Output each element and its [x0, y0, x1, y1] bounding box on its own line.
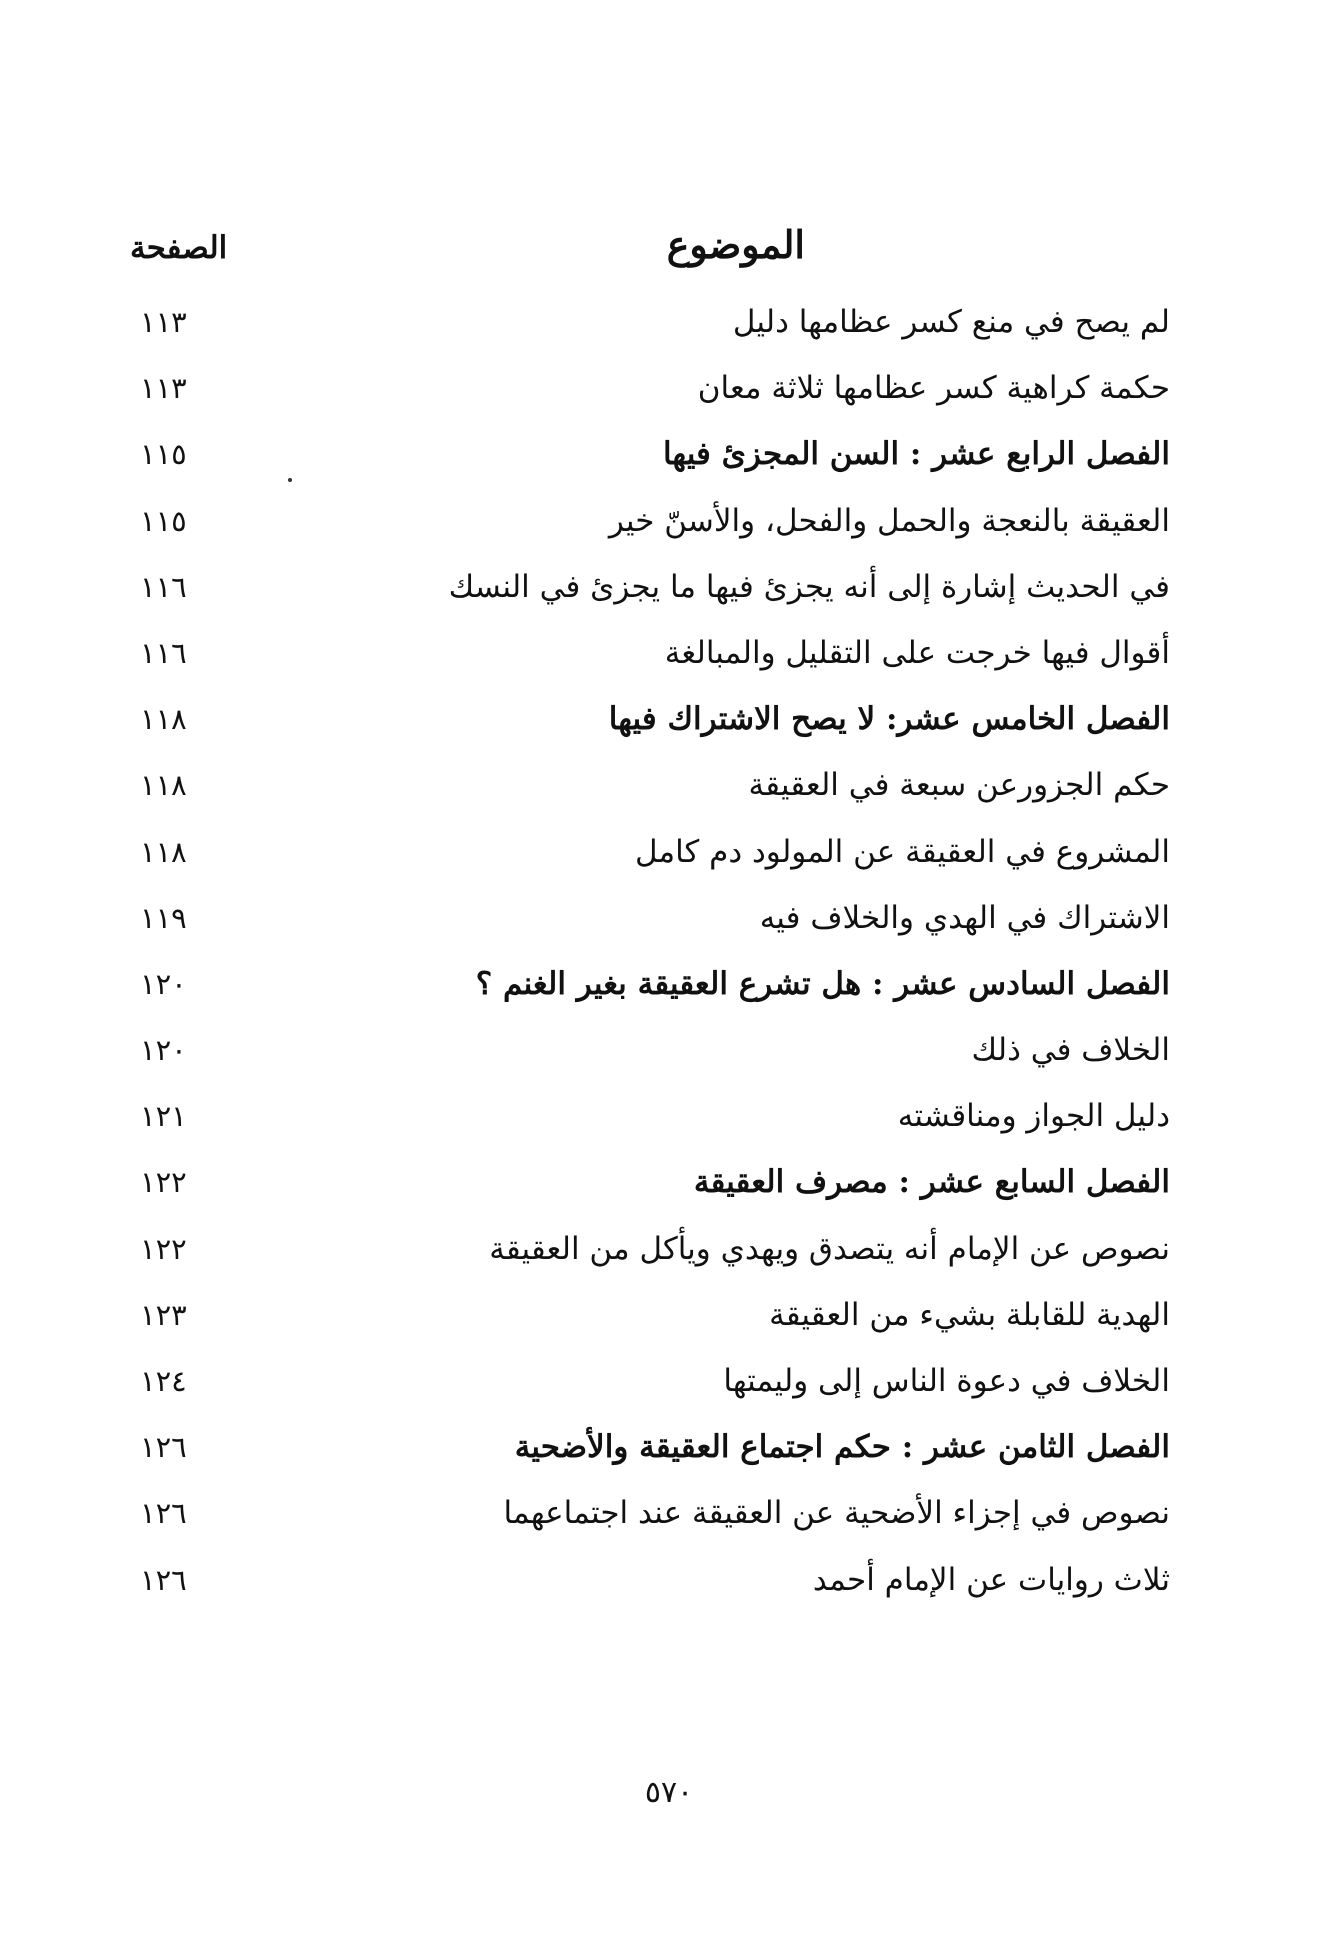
toc-row — [130, 1483, 1170, 1549]
toc-row — [130, 755, 1170, 821]
toc-row — [130, 1550, 1170, 1616]
ink-speck — [288, 478, 292, 482]
entry-page-number: ١١٥ — [140, 503, 187, 538]
entry-page-number: ١١٣ — [140, 305, 187, 339]
topic-column-heading: الموضوع — [666, 222, 805, 267]
toc-row — [130, 623, 1170, 689]
chapter-title: الفصل السادس عشر : هل تشرع العقيقة بغير الغنم ؟ — [475, 965, 1170, 1002]
entry-page-number: ١٢٣ — [140, 1297, 187, 1332]
toc-row — [130, 1020, 1170, 1086]
entry-page-number: ١١٨ — [140, 768, 187, 803]
entry-title: الاشتراك في الهدي والخلاف فيه — [759, 899, 1170, 936]
entry-page-number: ١١٩ — [140, 900, 187, 935]
entry-page-number: ١١٥ — [140, 437, 187, 472]
toc-chapter-row — [130, 954, 1170, 1020]
entry-title: المشروع في العقيقة عن المولود دم كامل — [635, 833, 1170, 870]
toc-row — [130, 1351, 1170, 1417]
chapter-title: الفصل الثامن عشر : حكم اجتماع العقيقة والأضحية — [514, 1429, 1170, 1466]
table-of-contents — [130, 292, 1170, 1616]
entry-page-number: ١١٦ — [140, 569, 187, 604]
entry-title: العقيقة بالنعجة والحمل والفحل، والأسنّ خير — [608, 502, 1170, 539]
toc-chapter-row — [130, 424, 1170, 490]
entry-title: ثلاث روايات عن الإمام أحمد — [812, 1561, 1170, 1598]
entry-title: نصوص عن الإمام أنه يتصدق ويهدي ويأكل من العقيقة — [489, 1230, 1170, 1267]
chapter-title: الفصل الرابع عشر : السن المجزئ فيها — [662, 436, 1170, 473]
entry-page-number: ١١٨ — [140, 834, 187, 869]
entry-page-number: ١٢٦ — [140, 1496, 187, 1531]
chapter-title: الفصل السابع عشر : مصرف العقيقة — [693, 1164, 1170, 1201]
entry-page-number: ١٢٠ — [140, 966, 187, 1001]
toc-row — [130, 491, 1170, 557]
entry-title: في الحديث إشارة إلى أنه يجزئ فيها ما يجزئ في النسك — [448, 568, 1170, 605]
entry-page-number: ١١٣ — [140, 371, 187, 406]
entry-page-number: ١٢٦ — [140, 1430, 187, 1465]
toc-row — [130, 1219, 1170, 1285]
toc-row — [130, 358, 1170, 424]
entry-title: حكم الجزورعن سبعة في العقيقة — [748, 767, 1170, 804]
entry-page-number: ١٢٦ — [140, 1562, 187, 1597]
entry-title: الخلاف في ذلك — [971, 1032, 1170, 1069]
entry-page-number: ١١٦ — [140, 635, 187, 670]
toc-row — [130, 822, 1170, 888]
toc-header — [130, 222, 1170, 282]
chapter-title: الفصل الخامس عشر: لا يصح الاشتراك فيها — [608, 701, 1170, 738]
toc-chapter-row — [130, 1417, 1170, 1483]
entry-page-number: ١٢٢ — [140, 1165, 187, 1200]
toc-row — [130, 1086, 1170, 1152]
toc-row — [130, 888, 1170, 954]
toc-row — [130, 1285, 1170, 1351]
toc-chapter-row — [130, 689, 1170, 755]
entry-page-number: ١٢٠ — [140, 1033, 187, 1068]
toc-row — [130, 557, 1170, 623]
entry-page-number: ١٢٤ — [140, 1364, 187, 1398]
entry-page-number: ١٢١ — [140, 1099, 187, 1134]
entry-title: دليل الجواز ومناقشته — [897, 1098, 1170, 1135]
page-number: ٥٧٠ — [644, 1775, 694, 1810]
entry-title: الهدية للقابلة بشيء من العقيقة — [769, 1296, 1170, 1333]
toc-row — [130, 292, 1170, 358]
page-column-heading: الصفحة — [130, 230, 228, 266]
entry-title: لم يصح في منع كسر عظامها دليل — [732, 304, 1170, 340]
entry-title: أقوال فيها خرجت على التقليل والمبالغة — [664, 634, 1170, 671]
entry-page-number: ١٢٢ — [140, 1231, 187, 1266]
entry-title: نصوص في إجزاء الأضحية عن العقيقة عند اجتماعهما — [503, 1495, 1170, 1532]
entry-page-number: ١١٨ — [140, 702, 187, 737]
toc-chapter-row — [130, 1152, 1170, 1218]
entry-title: الخلاف في دعوة الناس إلى وليمتها — [723, 1363, 1170, 1399]
entry-title: حكمة كراهية كسر عظامها ثلاثة معان — [697, 370, 1170, 407]
